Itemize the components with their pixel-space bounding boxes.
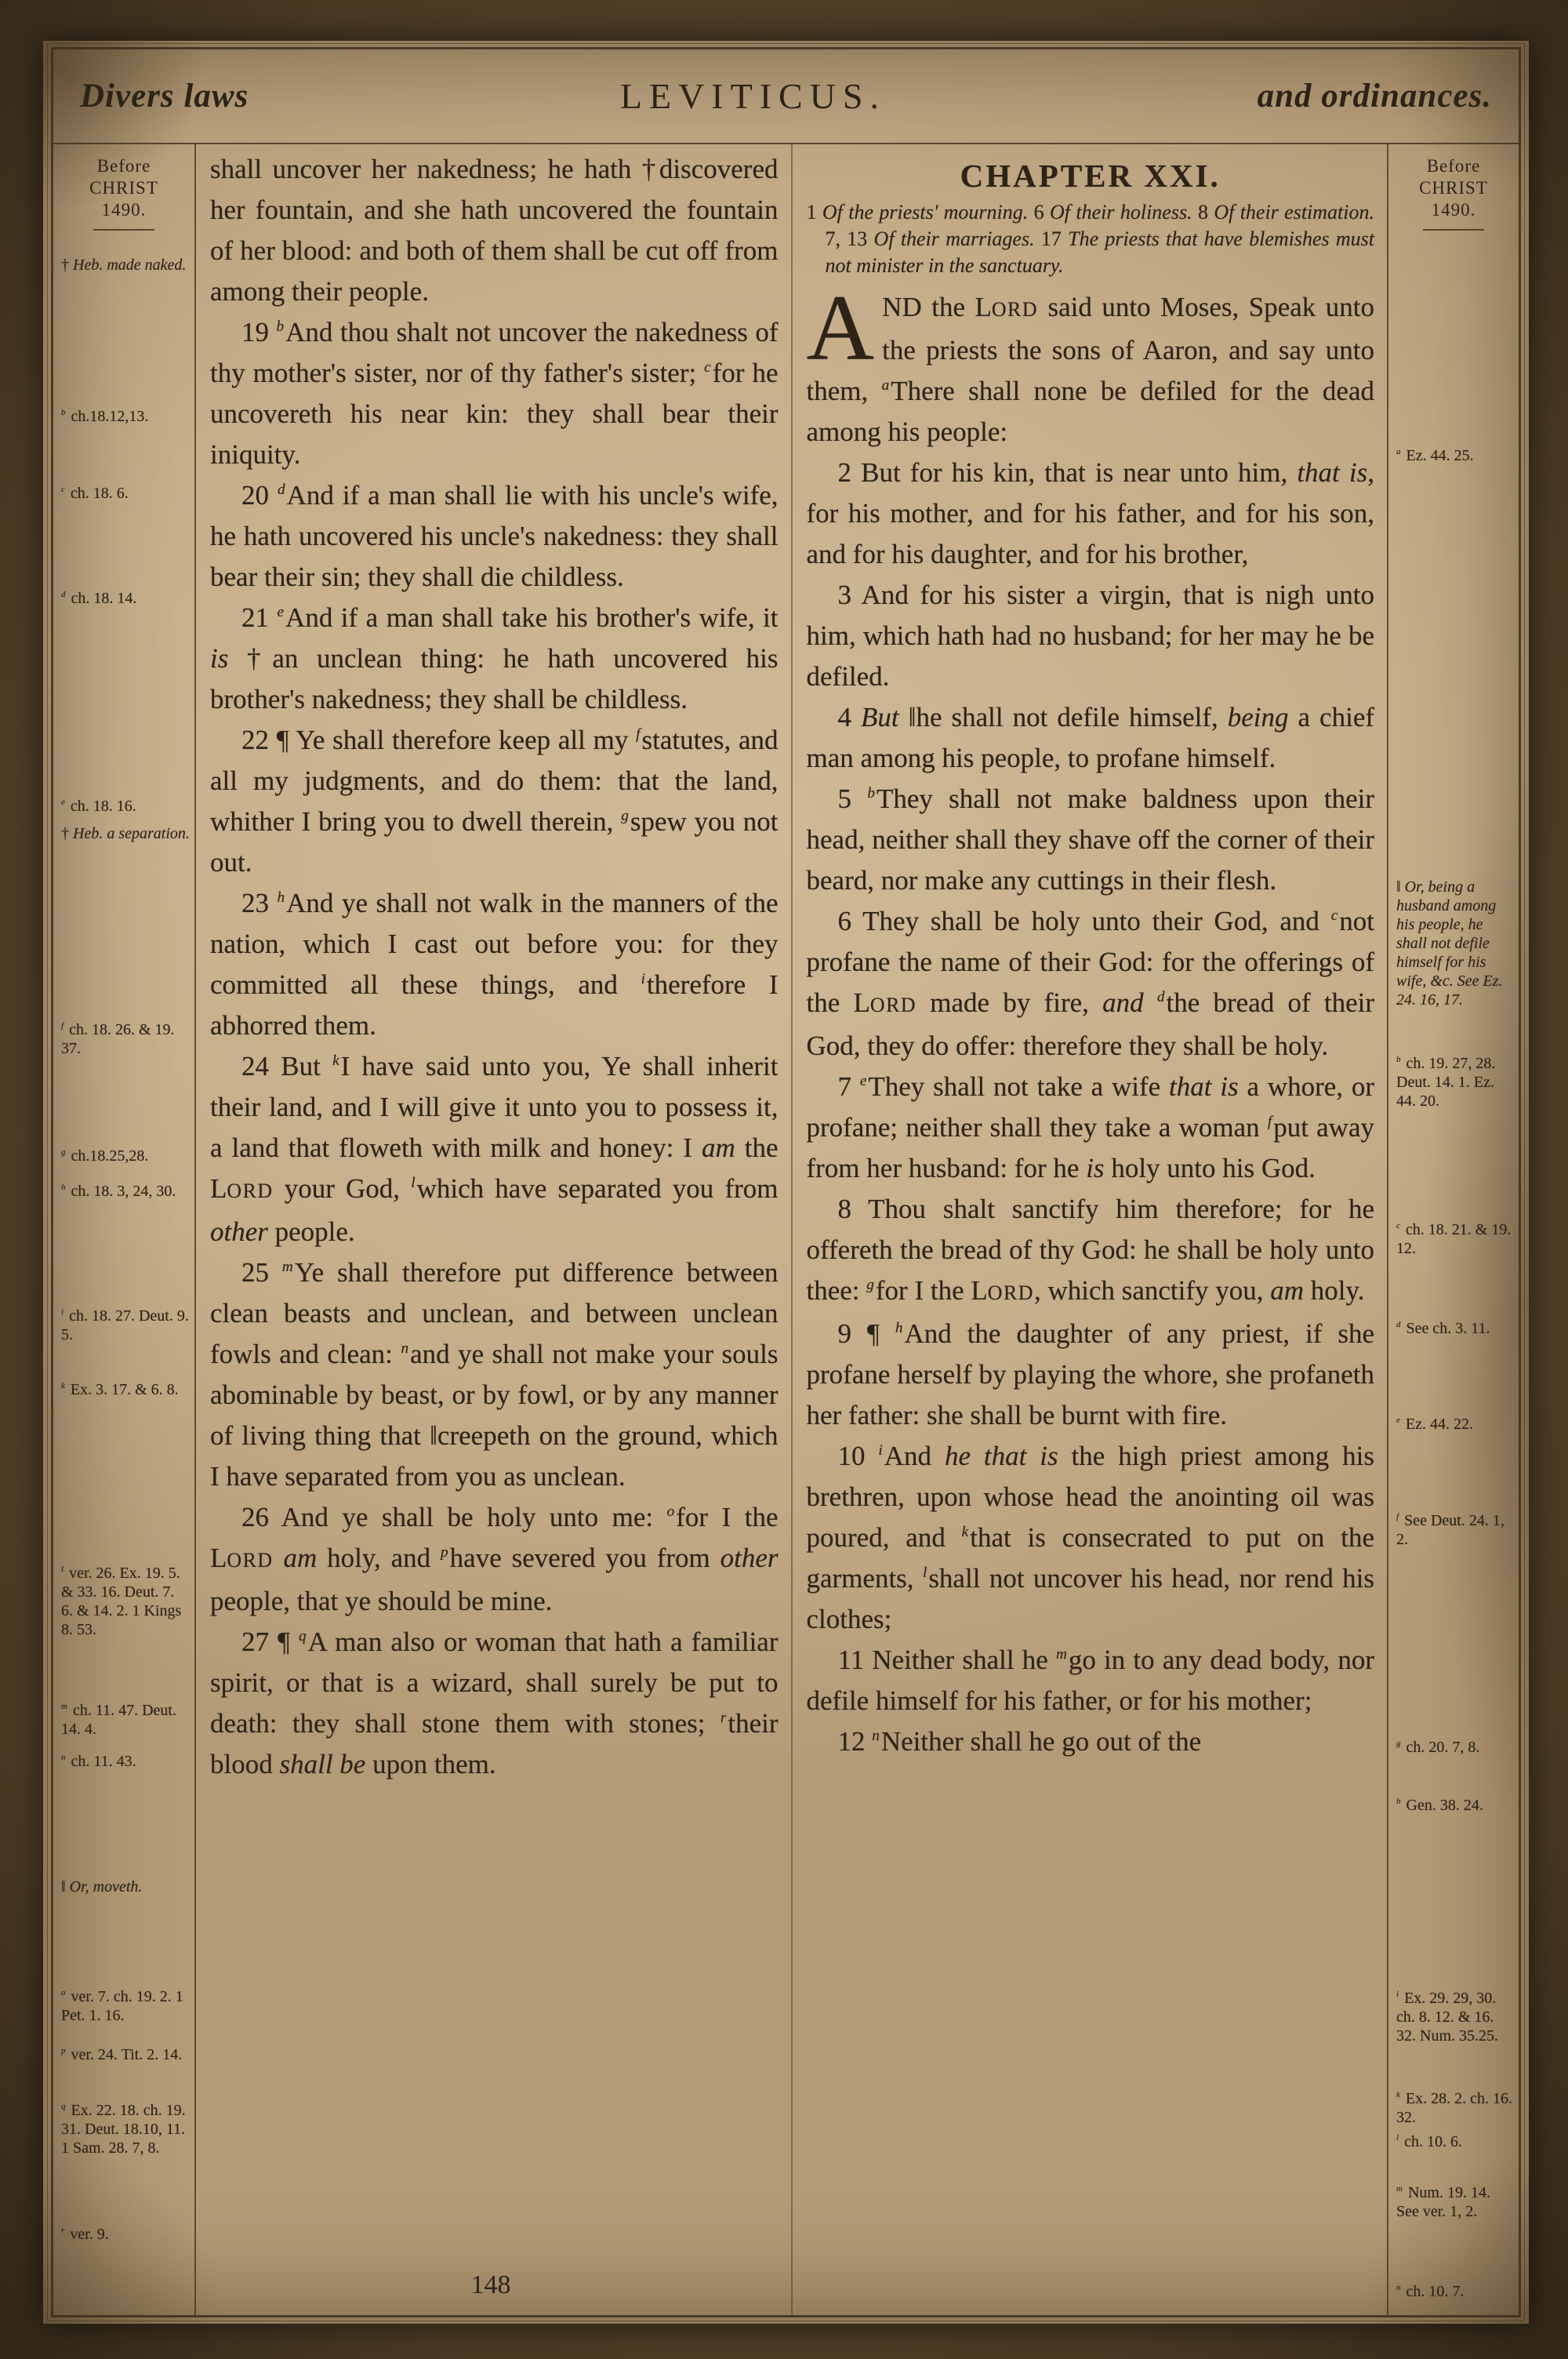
right-margin-column (1387, 144, 1519, 2315)
bible-page (43, 41, 1529, 2324)
margin-note: $^l$ ver. 26. Ex. 19. 5. & 33. 16. Deut. 7. 6. & 14. 2. 1 Kings 8. 53. (61, 1565, 182, 1638)
margin-note: $^h$ ch. 18. 3, 24, 30. (61, 1183, 176, 1200)
verse-paragraph: 21 $^e$And if a man shall take his brother's wife, it is †an unclean thing: he hath uncovered his brother's nakedness; they shall be childless. (210, 602, 779, 714)
margin-note: $^d$ See ch. 3. 11. (1396, 1320, 1490, 1337)
margin-note: $^f$ See Deut. 24. 1, 2. (1396, 1512, 1504, 1548)
before-christ-line: 1490. (101, 200, 147, 220)
margin-note: $^h$ Gen. 38. 24. (1396, 1797, 1483, 1814)
running-header (53, 49, 1519, 144)
verse-paragraph: 9 ¶ $^h$And the daughter of any priest, if she profane herself by playing the whore, she profaneth her father: she shall be burnt with fire. (806, 1318, 1375, 1430)
margin-note: $^f$ ch. 18. 26. & 19. 37. (61, 1021, 175, 1057)
verse-paragraph: 27 ¶ $^q$A man also or woman that hath a familiar spirit, or that is a wizard, shall surely be put to death: they shall stone them with stones; $^r$their blood shall be upon them. (210, 1627, 779, 1779)
margin-note: † Heb. a separation. (61, 825, 190, 842)
margin-note: $^r$ ver. 9. (61, 2226, 109, 2243)
margin-note: † Heb. made naked. (61, 256, 187, 274)
page-columns (53, 144, 1519, 2315)
running-head-right: and ordinances. (1257, 78, 1492, 114)
right-text-column (793, 144, 1388, 2315)
running-head-left: Divers laws (80, 78, 249, 114)
margin-note: $^e$ ch. 18. 16. (61, 798, 136, 815)
verse-paragraph: 6 They shall be holy unto their God, and $^c$not profane the name of their God: for the offerings of the LORD made by fire, and $^d$the bread of their God, they do offer: therefore they shall be holy. (806, 906, 1375, 1061)
verse-paragraph: 4 But ‖he shall not defile himself, being a chief man among his people, to profane himself. (806, 702, 1375, 773)
margin-note: $^a$ Ez. 44. 25. (1396, 447, 1474, 464)
margin-note: $^p$ ver. 24. Tit. 2. 14. (61, 2046, 183, 2063)
verse-paragraph: 2 But for his kin, that is near unto him, that is, for his mother, and for his father, and for his son, and for his daughter, and for his brother, (806, 457, 1374, 569)
margin-note: $^d$ ch. 18. 14. (61, 590, 137, 607)
verse-paragraph: 5 $^b$They shall not make baldness upon their head, neither shall they shave off the corner of their beard, nor make any cuttings in their flesh. (806, 783, 1374, 896)
margin-note: $^k$ Ex. 28. 2. ch. 16. 32. (1396, 2090, 1512, 2126)
margin-note: $^l$ ch. 10. 6. (1396, 2133, 1462, 2150)
page-border-frame (51, 47, 1521, 2317)
verse-paragraph: 23 $^h$And ye shall not walk in the manners of the nation, which I cast out before you: for they committed all these things, and $^i$therefore I abhorred them. (210, 888, 779, 1041)
margin-note: $^o$ ver. 7. ch. 19. 2. 1 Pet. 1. 16. (61, 1988, 183, 2024)
chapter-heading: CHAPTER XXI. (960, 158, 1221, 194)
verse-paragraph: 20 $^d$And if a man shall lie with his uncle's wife, he hath uncovered his uncle's nakedness: they shall bear their sin; they shall die childless. (210, 480, 779, 592)
margin-note: ‖ Or, being a husband among his people, he shall not defile himself for his wife, &c. See Ez. 24. 16, 17. (1396, 878, 1503, 1009)
left-text-column (196, 144, 793, 2315)
verse-paragraph: 10 $^i$And he that is the high priest among his brethren, upon whose head the anointing oil was poured, and $^k$that is consecrated to put on the garments, $^l$shall not uncover his head, nor rend his clothes; (806, 1441, 1375, 1634)
verse-paragraph: AND the LORD said unto Moses, Speak unto the priests the sons of Aaron, and say unto them, $^a$There shall none be defiled for the dead among his people: (806, 275, 1375, 447)
verse-paragraph: 3 And for his sister a virgin, that is nigh unto him, which hath had no husband; for her may he be defiled. (806, 580, 1374, 692)
before-christ-line: Before (1426, 156, 1481, 176)
margin-note: $^m$ ch. 11. 47. Deut. 14. 4. (61, 1702, 176, 1738)
margin-note: $^c$ ch. 18. 21. & 19. 12. (1396, 1221, 1512, 1257)
verse-paragraph: 19 $^b$And thou shalt not uncover the nakedness of thy mother's sister, nor of thy father's sister; $^c$for he uncovereth his near kin: they shall bear their iniquity. (210, 317, 779, 470)
verse-paragraph: 7 $^e$They shall not take a wife that is a whore, or profane; neither shall they take a woman $^f$put away from her husband: for he is holy unto his God. (806, 1071, 1375, 1183)
verse-paragraph: shall uncover her nakedness; he hath †discovered her fountain, and she hath uncovered the fountain of her blood: and both of them shall be cut off from among their people. (210, 154, 779, 307)
left-margin-column (53, 144, 196, 2315)
drop-cap: A (806, 275, 875, 380)
margin-note: $^b$ ch.18.12,13. (61, 408, 149, 425)
verse-paragraph: 12 $^n$Neither shall he go out of the (837, 1726, 1202, 1757)
verse-paragraph: 25 $^m$Ye shall therefore put difference between clean beasts and unclean, and between unclean fowls and clean: $^n$and ye shall not make your souls abominable by beast, or by fowl, or by any manner of living thing that ‖creepeth on the ground, which I have separated from you as unclean. (210, 1257, 779, 1492)
margin-note: $^i$ Ex. 29. 29, 30. ch. 8. 12. & 16. 32. Num. 35.25. (1396, 1990, 1498, 2045)
verse-paragraph: 11 Neither shall he $^m$go in to any dead body, nor defile himself for his father, or for his mother; (806, 1645, 1374, 1716)
before-christ-line: 1490. (1431, 200, 1476, 220)
margin-note: $^g$ ch.18.25,28. (61, 1147, 149, 1165)
verse-paragraph: 8 Thou shalt sanctify him therefore; for he offereth the bread of thy God: he shall be holy unto thee: $^g$for I the LORD, which sanctify you, am holy. (806, 1194, 1374, 1306)
before-christ-line: CHRIST (1419, 178, 1488, 198)
margin-note: $^e$ Ez. 44. 22. (1396, 1416, 1473, 1433)
left-margin-notes (53, 144, 194, 2315)
chapter-verses (806, 275, 1375, 1762)
margin-note: $^k$ Ex. 3. 17. & 6. 8. (61, 1381, 179, 1398)
margin-note: $^g$ ch. 20. 7, 8. (1396, 1739, 1480, 1756)
verse-paragraph: 22 ¶ Ye shall therefore keep all my $^f$statutes, and all my judgments, and do them: that the land, whither I bring you to dwell therein, $^g$spew you not out. (210, 725, 779, 878)
margin-note: $^n$ ch. 10. 7. (1396, 2283, 1465, 2300)
margin-note: $^i$ ch. 18. 27. Deut. 9. 5. (61, 1307, 189, 1343)
margin-note: ‖ Or, moveth. (61, 1878, 143, 1896)
margin-note: $^q$ Ex. 22. 18. ch. 19. 31. Deut. 18.10, 11. 1 Sam. 28. 7, 8. (61, 2102, 186, 2157)
chapter-summary: 1 Of the priests' mourning. 6 Of their holiness. 8 Of their estimation. 7, 13 Of their marriages. 17 The priests that have blemishes must not minister in the sanctuary. (806, 201, 1375, 277)
margin-note: $^n$ ch. 11. 43. (61, 1753, 136, 1770)
margin-note: $^c$ ch. 18. 6. (61, 485, 129, 502)
book-title: LEVITICUS. (619, 76, 887, 116)
verse-paragraph: 26 And ye shall be holy unto me: $^o$for I the LORD am holy, and $^p$have severed you from other people, that ye should be mine. (210, 1502, 779, 1616)
margin-note: $^b$ ch. 19. 27, 28. Deut. 14. 1. Ez. 44. 20. (1396, 1055, 1496, 1110)
margin-note: $^m$ Num. 19. 14. See ver. 1, 2. (1396, 2184, 1490, 2220)
before-christ-line: CHRIST (89, 178, 158, 198)
before-christ-line: Before (96, 156, 151, 176)
verse-paragraph: 24 But $^k$I have said unto you, Ye shall inherit their land, and I will give it unto you to possess it, a land that floweth with milk and honey: I am the LORD your God, $^l$which have separated you from other people. (210, 1051, 779, 1247)
page-number: 148 (470, 2270, 511, 2299)
right-margin-notes (1388, 144, 1519, 2315)
